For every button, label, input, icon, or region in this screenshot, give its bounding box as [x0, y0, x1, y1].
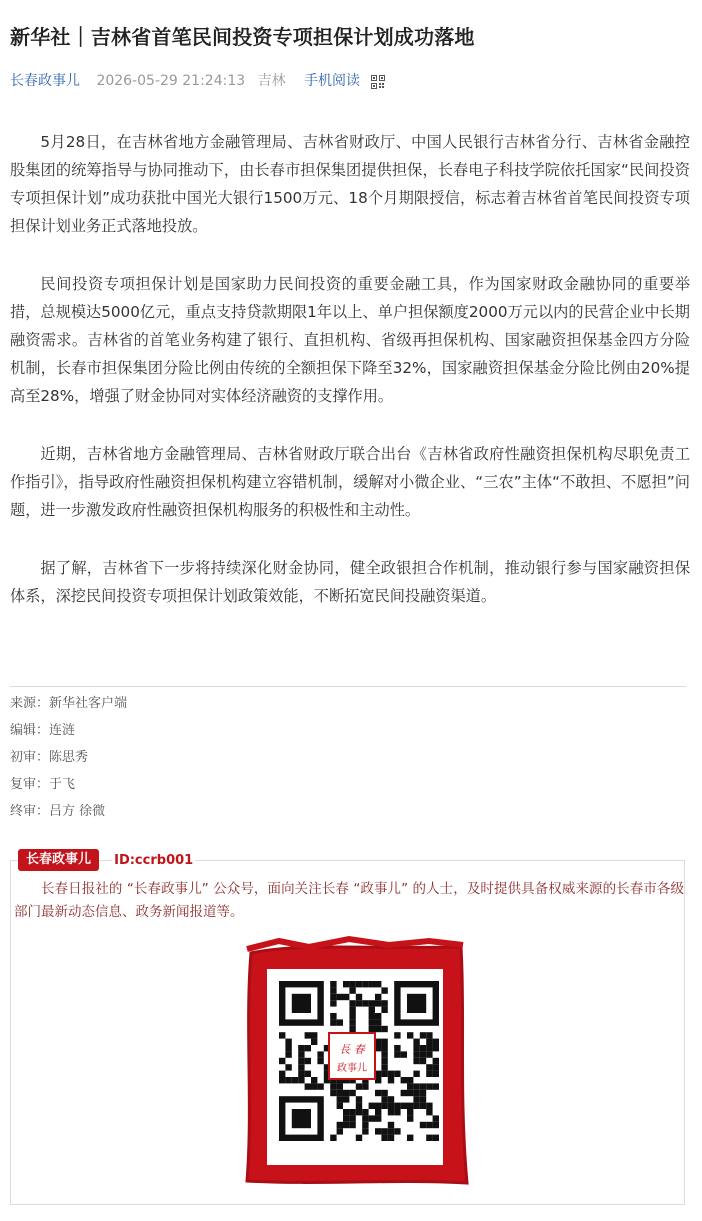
account-name-badge: 长春政事儿	[18, 849, 99, 871]
article-paragraph: 5月28日，在吉林省地方金融管理局、吉林省财政厅、中国人民银行吉林省分行、吉林省金融控股集团的统筹指导与协同推动下，由长春市担保集团提供担保，长春电子科技学院依托国家“民间投资专项担保计划”成功获批中国光大银行1500万元、18个月期限授信，标志着吉林省首笔民间投资专项担保计划业务正式落地投放。	[10, 133, 690, 235]
article-paragraph: 据了解，吉林省下一步将持续深化财金协同，健全政银担合作机制，推动银行参与国家融资担保体系，深挖民间投资专项担保计划政策效能，不断拓宽民间投融资渠道。	[10, 559, 690, 605]
qr-code-image	[239, 935, 471, 1190]
credit-row-second-review	[10, 775, 686, 802]
credit-row-first-review	[10, 748, 686, 775]
mobile-read-link[interactable]: 手机阅读	[304, 73, 361, 89]
article-paragraph: 近期，吉林省地方金融管理局、吉林省财政厅联合出台《吉林省政府性融资担保机构尽职免责工作指引》，指导政府性融资担保机构建立容错机制，缓解对小微企业、“三农”主体“不敢担、不愿担”问题，进一步激发政府性融资担保机构服务的积极性和主动性。	[10, 445, 690, 519]
logo-text: 政事儿	[337, 1063, 367, 1074]
credit-row-source	[10, 694, 686, 721]
credit-value: 新华社客户端	[49, 696, 128, 711]
credit-label: 复审：	[10, 777, 50, 792]
credit-row-editor	[10, 721, 686, 748]
seal-calligraphy: 長 春	[339, 1043, 365, 1056]
account-promo-box	[10, 852, 685, 1205]
credit-label: 终审：	[10, 804, 50, 819]
credit-label: 来源：	[10, 696, 50, 711]
credit-label: 初审：	[10, 750, 50, 765]
page-title: 新华社｜吉林省首笔民间投资专项担保计划成功落地	[10, 25, 475, 49]
credit-value: 陈思秀	[49, 750, 89, 765]
article-body	[10, 128, 690, 640]
promo-description: 长春日报社的 “长春政事儿” 公众号，面向关注长春 “政事儿” 的人士，及时提供具备权威来源的长春市各级部门最新动态信息、政务新闻报道等。	[14, 881, 684, 920]
author-link[interactable]: 长春政事儿	[10, 73, 80, 89]
credit-value: 于飞	[49, 777, 76, 792]
credits-list	[10, 694, 686, 829]
region-label: 吉林	[257, 73, 286, 89]
credit-value: 连涟	[49, 723, 76, 738]
publish-time: 2026-05-29 21:24:13	[96, 73, 246, 89]
qr-code-icon[interactable]	[371, 74, 385, 88]
credit-row-final-review	[10, 802, 686, 829]
qr-code-stamp[interactable]	[239, 935, 471, 1190]
article-meta	[10, 70, 385, 92]
credit-value: 吕方 徐微	[49, 804, 106, 819]
divider	[10, 686, 686, 687]
article-paragraph: 民间投资专项担保计划是国家助力民间投资的重要金融工具，作为国家财政金融协同的重要举措，总规模达5000亿元，重点支持贷款期限1年以上、单户担保额度2000万元以内的民营企业中长期融资需求。吉林省的首笔业务构建了银行、直担机构、省级再担保机构、国家融资担保基金四方分险机制，长春市担保集团分险比例由传统的全额担保下降至32%，国家融资担保基金分险比例由20%提高至28%，增强了财金协同对实体经济融资的支撑作用。	[10, 275, 690, 405]
promo-header	[18, 849, 195, 873]
account-id: ID:ccrb001	[114, 852, 194, 868]
credit-label: 编辑：	[10, 723, 50, 738]
